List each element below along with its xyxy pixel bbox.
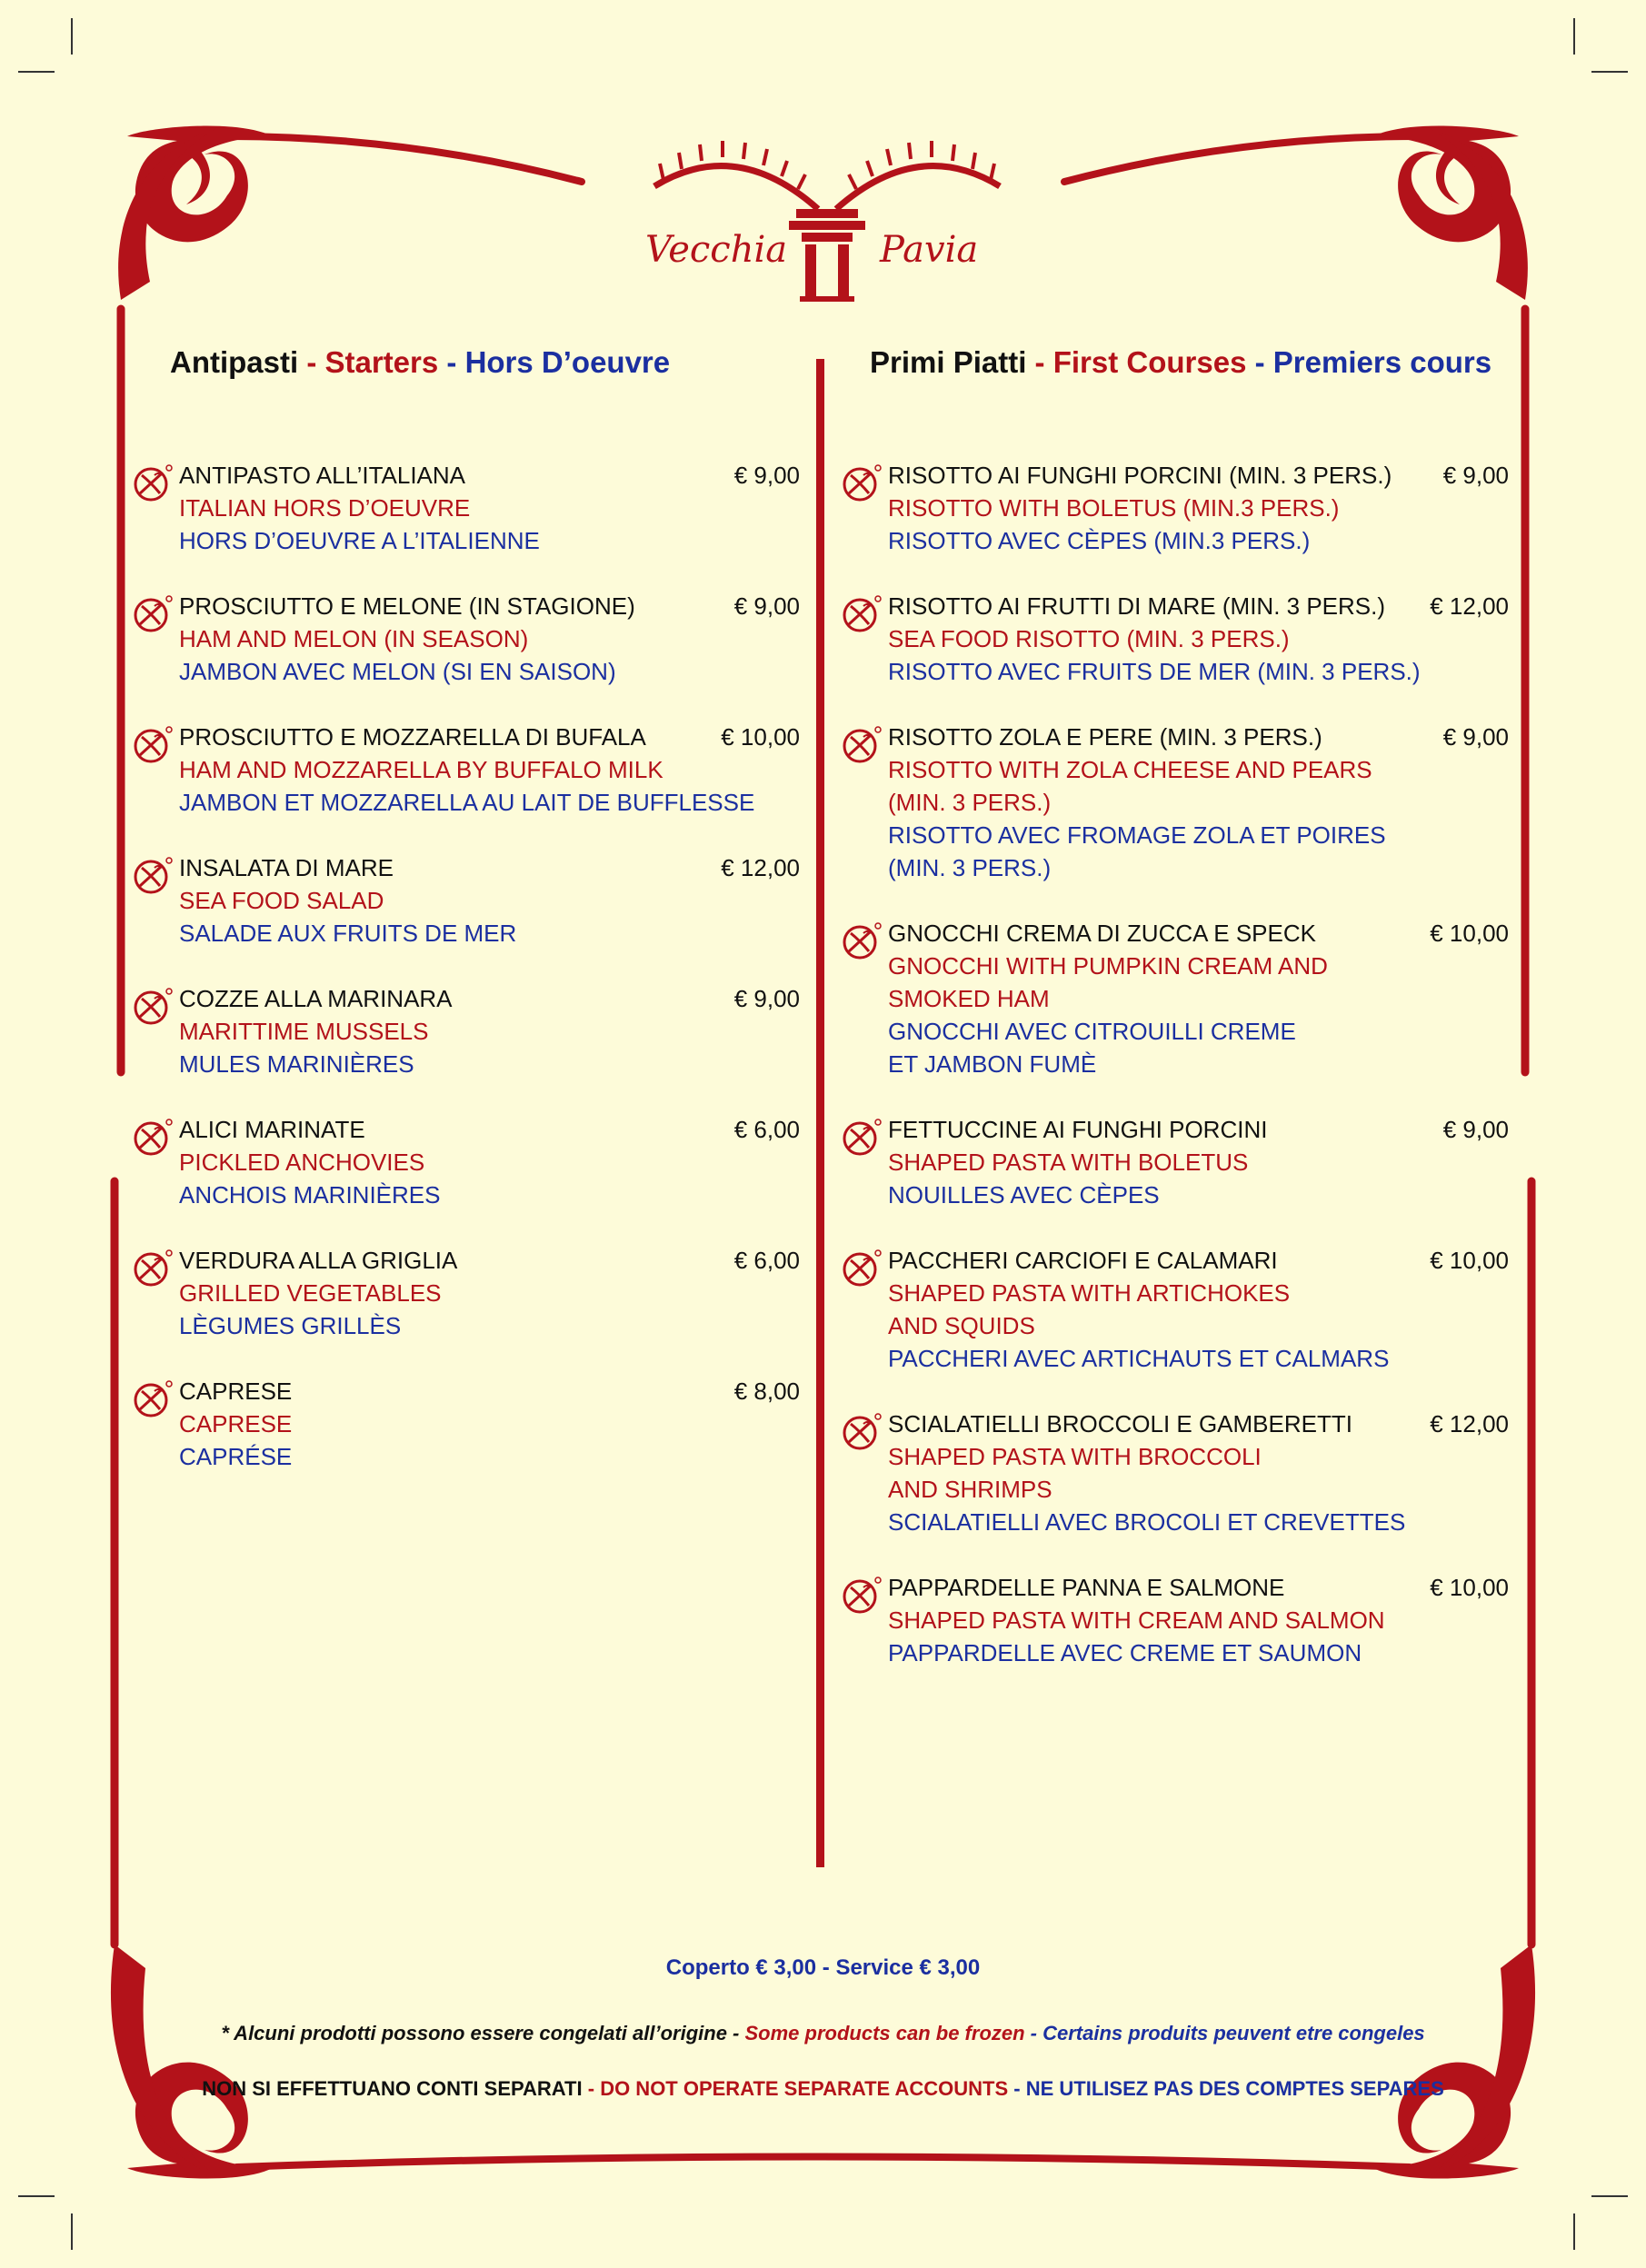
dish-price: € 6,00 xyxy=(733,1116,800,1143)
dish-name-en: SHAPED PASTA WITH BOLETUS xyxy=(888,1149,1249,1176)
dish-name-en: CAPRESE xyxy=(179,1410,293,1437)
corner-ornament-top-right xyxy=(1373,125,1528,300)
chef-special-icon xyxy=(131,593,175,637)
dish-name-fr: JAMBON ET MOZZARELLA AU LAIT DE BUFFLESSE xyxy=(179,789,755,816)
dish-name-en: SHAPED PASTA WITH ARTICHOKES xyxy=(888,1279,1291,1307)
cover-charge: Coperto € 3,00 - Service € 3,00 xyxy=(665,1955,981,1980)
chef-special-icon xyxy=(840,920,883,964)
chef-special-icon xyxy=(840,463,883,506)
primi-piatti-section xyxy=(845,345,1509,1666)
dish-name-fr: HORS D’OEUVRE A L’ITALIENNE xyxy=(179,527,540,554)
dish-name-fr: ANCHOIS MARINIÈRES xyxy=(179,1181,441,1209)
dish-name-en: MARITTIME MUSSELS xyxy=(179,1018,429,1045)
dish-name-en: AND SQUIDS xyxy=(888,1312,1035,1339)
dish-name-en: SEA FOOD RISOTTO (MIN. 3 PERS.) xyxy=(888,625,1290,652)
dish-name-en: SHAPED PASTA WITH CREAM AND SALMON xyxy=(888,1606,1385,1634)
dish-price: € 12,00 xyxy=(1430,1410,1509,1437)
corner-ornament-top-left xyxy=(118,125,273,300)
dish-name-fr: NOUILLES AVEC CÈPES xyxy=(888,1181,1160,1209)
section-title: Primi Piatti - First Courses - Premiers cours xyxy=(870,345,1492,379)
dish-name-it: INSALATA DI MARE xyxy=(179,854,394,881)
dish-name-en: SHAPED PASTA WITH BROCCOLI xyxy=(888,1443,1262,1470)
dish-name-it: RISOTTO ZOLA E PERE (MIN. 3 PERS.) xyxy=(888,723,1322,751)
dish-name-it: RISOTTO AI FUNGHI PORCINI (MIN. 3 PERS.) xyxy=(888,462,1392,489)
dish-price: € 9,00 xyxy=(1442,723,1509,751)
chef-special-icon xyxy=(840,1117,883,1160)
dish-name-fr: LÈGUMES GRILLÈS xyxy=(179,1312,402,1339)
dish-price: € 9,00 xyxy=(1442,1116,1509,1143)
chef-special-icon xyxy=(131,1378,175,1422)
dish-name-it: VERDURA ALLA GRIGLIA xyxy=(179,1247,458,1274)
dish-name-fr: SALADE AUX FRUITS DE MER xyxy=(179,920,517,947)
dish-price: € 9,00 xyxy=(1442,462,1509,489)
dish-name-en: SEA FOOD SALAD xyxy=(179,887,384,914)
dish-name-fr: MULES MARINIÈRES xyxy=(179,1050,414,1078)
frozen-note: * Alcuni prodotti possono essere congelati all’origine - Some products can be frozen - Certains produits peuvent etre congeles xyxy=(221,2022,1425,2044)
dish-name-fr: SCIALATIELLI AVEC BROCOLI ET CREVETTES xyxy=(888,1508,1406,1536)
dish-name-fr: PAPPARDELLE AVEC CREME ET SAUMON xyxy=(888,1639,1362,1666)
dish-name-en: PICKLED ANCHOVIES xyxy=(179,1149,425,1176)
dish-price: € 10,00 xyxy=(721,723,800,751)
dish-price: € 8,00 xyxy=(733,1378,800,1405)
dish-name-en: AND SHRIMPS xyxy=(888,1476,1052,1503)
dish-price: € 9,00 xyxy=(733,985,800,1012)
logo-name-left: Vecchia xyxy=(645,229,788,271)
chef-special-icon xyxy=(840,1575,883,1618)
dish-name-en: HAM AND MOZZARELLA BY BUFFALO MILK xyxy=(179,756,663,783)
arch-logo-icon xyxy=(636,136,1018,309)
logo-name-right: Pavia xyxy=(880,229,979,271)
dish-price: € 10,00 xyxy=(1430,920,1509,947)
dish-name-en: GNOCCHI WITH PUMPKIN CREAM AND xyxy=(888,952,1328,980)
chef-special-icon xyxy=(131,855,175,899)
dish-name-fr: CAPRÉSE xyxy=(179,1443,293,1470)
chef-special-icon xyxy=(840,1411,883,1455)
dish-name-en: HAM AND MELON (IN SEASON) xyxy=(179,625,529,652)
dish-name-en: SMOKED HAM xyxy=(888,985,1050,1012)
dish-name-it: PROSCIUTTO E MELONE (IN STAGIONE) xyxy=(179,592,635,620)
chef-special-icon xyxy=(131,1248,175,1291)
dish-name-it: ANTIPASTO ALL’ITALIANA xyxy=(179,462,466,489)
section-title: Antipasti - Starters - Hors D’oeuvre xyxy=(170,345,671,379)
separate-accounts-note: NON SI EFFETTUANO CONTI SEPARATI - DO NOT OPERATE SEPARATE ACCOUNTS - NE UTILISEZ PAS DES COMPTES SEPARES xyxy=(202,2077,1444,2100)
dish-name-it: FETTUCCINE AI FUNGHI PORCINI xyxy=(888,1116,1268,1143)
dish-name-fr: RISOTTO AVEC FROMAGE ZOLA ET POIRES xyxy=(888,821,1386,849)
dish-price: € 6,00 xyxy=(733,1247,800,1274)
dish-price: € 9,00 xyxy=(733,592,800,620)
dish-name-it: CAPRESE xyxy=(179,1378,293,1405)
dish-price: € 10,00 xyxy=(1430,1574,1509,1601)
antipasti-section xyxy=(136,345,800,1470)
chef-special-icon xyxy=(840,724,883,768)
dish-name-it: COZZE ALLA MARINARA xyxy=(179,985,453,1012)
dish-price: € 12,00 xyxy=(721,854,800,881)
dish-name-it: GNOCCHI CREMA DI ZUCCA E SPECK xyxy=(888,920,1316,947)
chef-special-icon xyxy=(131,724,175,768)
dish-name-fr: PACCHERI AVEC ARTICHAUTS ET CALMARS xyxy=(888,1345,1390,1372)
dish-name-fr: ET JAMBON FUMÈ xyxy=(888,1050,1097,1078)
chef-special-icon xyxy=(840,593,883,637)
column-divider xyxy=(816,359,824,1867)
chef-special-icon xyxy=(131,986,175,1030)
dish-name-it: SCIALATIELLI BROCCOLI E GAMBERETTI xyxy=(888,1410,1352,1437)
chef-special-icon xyxy=(131,463,175,506)
dish-name-it: RISOTTO AI FRUTTI DI MARE (MIN. 3 PERS.) xyxy=(888,592,1386,620)
dish-name-it: ALICI MARINATE xyxy=(179,1116,365,1143)
dish-name-en: GRILLED VEGETABLES xyxy=(179,1279,442,1307)
dish-price: € 10,00 xyxy=(1430,1247,1509,1274)
dish-name-fr: RISOTTO AVEC CÈPES (MIN.3 PERS.) xyxy=(888,527,1311,554)
dish-price: € 12,00 xyxy=(1430,592,1509,620)
dish-name-it: PACCHERI CARCIOFI E CALAMARI xyxy=(888,1247,1278,1274)
dish-name-fr: RISOTTO AVEC FRUITS DE MER (MIN. 3 PERS.) xyxy=(888,658,1421,685)
chef-special-icon xyxy=(131,1117,175,1160)
dish-name-fr: GNOCCHI AVEC CITROUILLI CREME xyxy=(888,1018,1296,1045)
dish-name-it: PROSCIUTTO E MOZZARELLA DI BUFALA xyxy=(179,723,646,751)
dish-name-en: RISOTTO WITH ZOLA CHEESE AND PEARS xyxy=(888,756,1372,783)
dish-name-fr: (MIN. 3 PERS.) xyxy=(888,854,1052,881)
dish-name-en: (MIN. 3 PERS.) xyxy=(888,789,1052,816)
restaurant-logo xyxy=(636,136,1018,309)
dish-name-it: PAPPARDELLE PANNA E SALMONE xyxy=(888,1574,1285,1601)
dish-name-en: ITALIAN HORS D’OEUVRE xyxy=(179,494,471,522)
dish-name-en: RISOTTO WITH BOLETUS (MIN.3 PERS.) xyxy=(888,494,1340,522)
chef-special-icon xyxy=(840,1248,883,1291)
dish-price: € 9,00 xyxy=(733,462,800,489)
dish-name-fr: JAMBON AVEC MELON (SI EN SAISON) xyxy=(179,658,616,685)
